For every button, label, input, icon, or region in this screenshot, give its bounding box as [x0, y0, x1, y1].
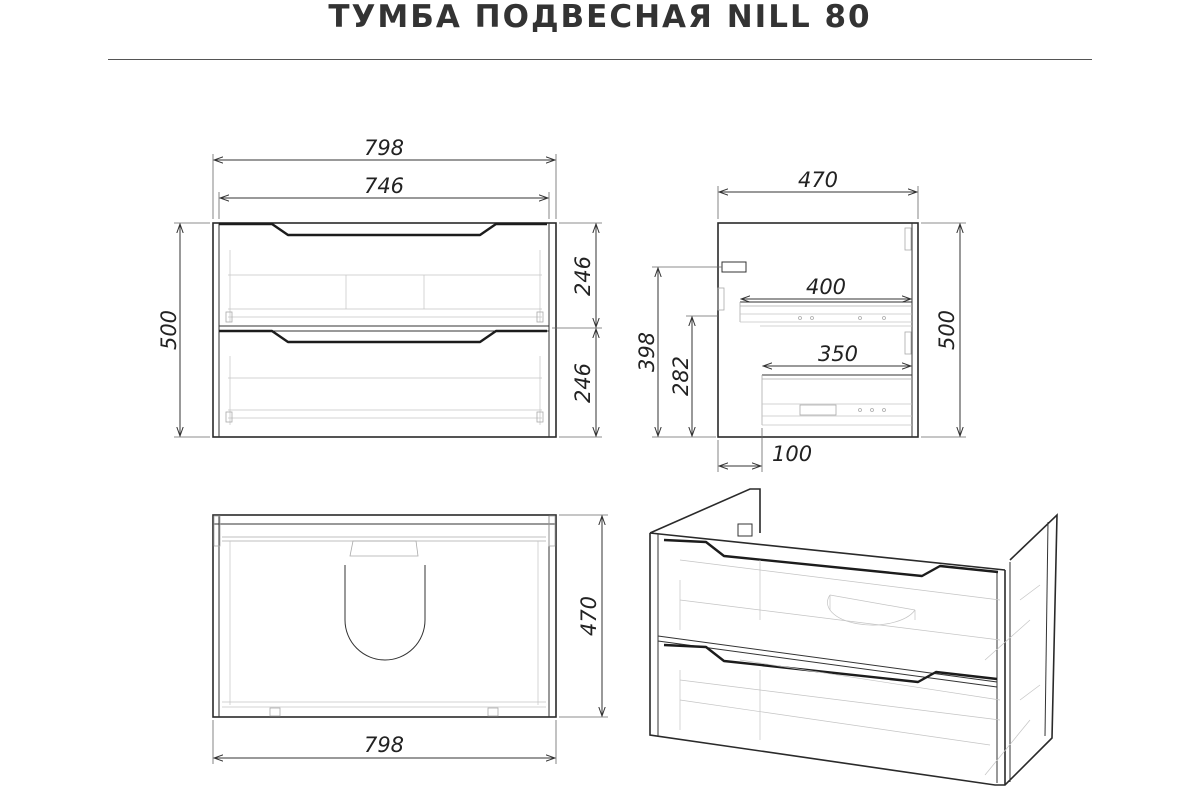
dim-top-798: [213, 720, 556, 764]
dim-front-500: [157, 223, 210, 437]
dim-front-746: [219, 174, 549, 219]
isometric-hidden-lines: [680, 560, 1040, 775]
dim-text-350: 350: [817, 342, 859, 366]
dim-side-282: [669, 316, 718, 436]
dim-front-246-top: [552, 223, 602, 328]
dim-top-470: [559, 515, 608, 717]
dim-side-470: [718, 168, 918, 219]
dim-text-746: 746: [363, 174, 405, 198]
dim-text-470-side: 470: [797, 168, 839, 192]
dim-side-400: [741, 275, 911, 299]
dim-side-100: [718, 428, 812, 472]
top-view: [213, 515, 608, 764]
front-view: [157, 136, 602, 437]
dim-text-798: 798: [363, 136, 405, 160]
side-drawer-top: [740, 302, 912, 326]
dim-text-246-top: 246: [571, 255, 595, 297]
dim-side-350: [763, 342, 911, 366]
dim-text-246-bottom: 246: [571, 362, 595, 404]
front-drawer-bottom: [219, 331, 547, 425]
dim-text-500: 500: [157, 309, 181, 351]
dim-text-400: 400: [805, 275, 847, 299]
drawing-title: ТУМБА ПОДВЕСНАЯ NILL 80: [328, 0, 872, 35]
dim-text-500-side: 500: [935, 309, 959, 351]
front-drawer-top: [219, 224, 547, 322]
side-view: [635, 168, 966, 472]
dim-text-398: 398: [635, 331, 659, 373]
side-drawer-bottom: [762, 375, 912, 425]
dim-front-246-bottom: [559, 329, 602, 437]
dim-side-500: [921, 223, 966, 437]
dim-side-398: [635, 267, 722, 437]
top-cabinet-body: [213, 515, 556, 717]
dim-text-100: 100: [772, 442, 813, 466]
isometric-view: [650, 489, 1057, 785]
dim-text-798-top: 798: [363, 733, 405, 757]
dim-text-282: 282: [669, 355, 693, 397]
dim-text-470-top: 470: [577, 595, 601, 637]
